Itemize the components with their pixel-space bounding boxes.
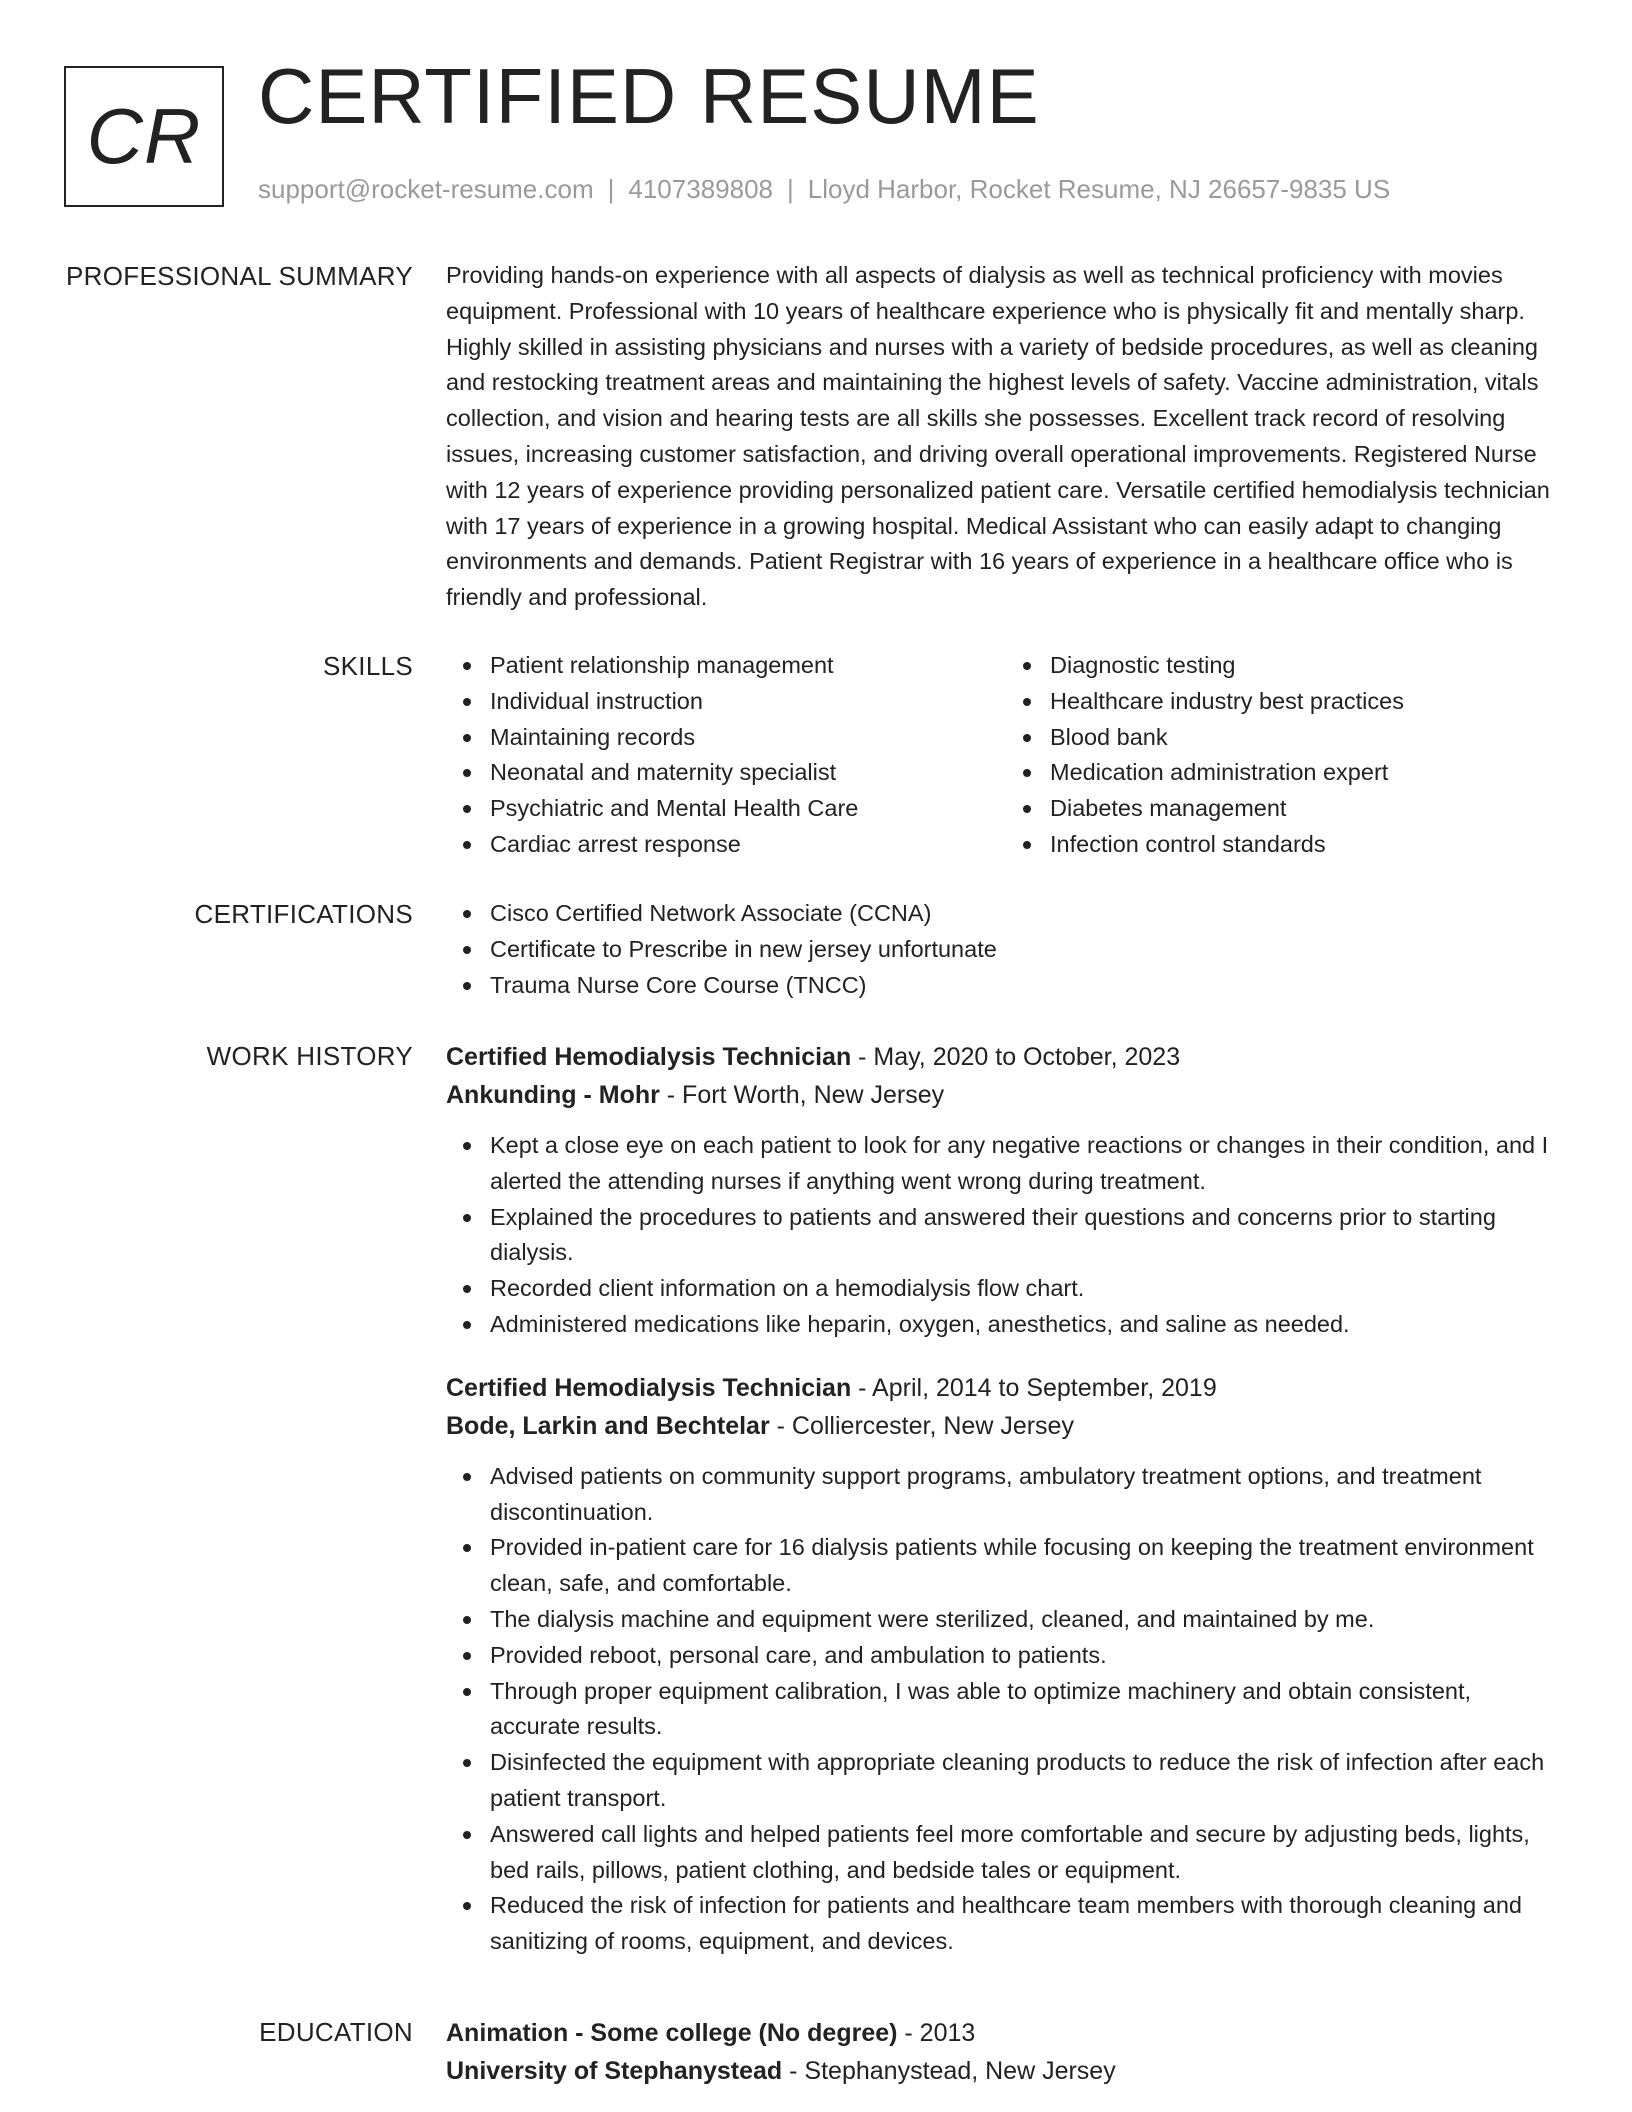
job-bullets [446,1459,1566,1960]
skill-item: Medication administration expert [1050,755,1566,791]
monogram-logo [64,66,224,207]
job-location: - Fort Worth, New Jersey [659,1081,945,1109]
job-bullet: Recorded client information on a hemodialysis flow chart. [490,1271,1566,1307]
job-dates: - April, 2014 to September, 2019 [851,1373,1217,1402]
job-bullet: Provided reboot, personal care, and ambulation to patients. [490,1638,1566,1674]
job-title-line [446,1369,1566,1407]
section-label-skills: SKILLS [323,651,413,681]
section-body-summary [446,258,1566,616]
skill-item: Diabetes management [1050,791,1566,827]
education-school-line [446,2052,1566,2090]
job-company-line [446,1076,1566,1114]
section-label-work: WORK HISTORY [206,1041,413,1071]
certification-item: Certificate to Prescribe in new jersey unfortunate [490,932,1566,968]
skill-item: Infection control standards [1050,827,1566,863]
certification-item: Trauma Nurse Core Course (TNCC) [490,968,1566,1004]
job-company-line [446,1407,1566,1445]
job-bullet: Explained the procedures to patients and answered their questions and concerns prior to starting dialysis. [490,1200,1566,1272]
resume-name: CERTIFIED RESUME [258,52,1040,140]
job-company: Ankunding - Mohr [446,1081,660,1109]
section-body-education [446,2014,1566,2090]
job-title: Certified Hemodialysis Technician [446,1043,852,1071]
job-bullet: Reduced the risk of infection for patients and healthcare team members with thorough cleaning and sanitizing of rooms, equipment, and devices. [490,1888,1566,1960]
section-label-education: EDUCATION [259,2017,413,2047]
skill-item: Cardiac arrest response [490,827,1006,863]
education-degree-line [446,2014,1566,2052]
skill-item: Psychiatric and Mental Health Care [490,791,1006,827]
skills-grid [446,648,1566,863]
section-body-skills [446,648,1566,863]
job-company: Bode, Larkin and Bechtelar [446,1411,770,1440]
contact-phone[interactable]: 4107389808 [628,174,773,204]
job-bullets [446,1128,1566,1343]
contact-address: Lloyd Harbor, Rocket Resume, NJ 26657-9835 US [807,174,1391,204]
monogram-text: CR [86,92,202,180]
job-bullet: The dialysis machine and equipment were sterilized, cleaned, and maintained by me. [490,1602,1566,1638]
skill-item: Patient relationship management [490,648,1006,684]
contact-separator: | [787,174,794,204]
education-degree: Animation - Some college (No degree) [446,2019,898,2047]
education-school: University of Stephanystead [446,2057,783,2085]
job-bullet: Answered call lights and helped patients feel more comfortable and secure by adjusting beds, lights, bed rails, pillows, patient clothing, and bedside tales or equipment. [490,1817,1566,1889]
skill-item: Individual instruction [490,684,1006,720]
skill-item: Diagnostic testing [1050,648,1566,684]
job-title-line [446,1038,1566,1076]
education-year: - 2013 [897,2019,976,2047]
contact-email[interactable]: support@rocket-resume.com [258,174,594,204]
summary-paragraph: Providing hands-on experience with all aspects of dialysis as well as technical proficiency with movies equipment. Professional with 10 years of healthcare experience who is physically fit and mentally sharp. Highly skilled in assisting physicians and nurses with a variety of bedside procedures, as well as cleaning and restocking treatment areas and maintaining the highest levels of safety. Vaccine administration, vitals collection, and vision and hearing tests are all skills she possesses. Excellent track record of resolving issues, increasing customer satisfaction, and driving overall operational improvements. Registered Nurse with 12 years of experience providing personalized patient care. Versatile certified hemodialysis technician with 17 years of experience in a growing hospital. Medical Assistant who can easily adapt to changing environments and demands. Patient Registrar with 16 years of experience in a healthcare office who is friendly and professional. [446,262,1550,611]
skills-list-left [446,648,1006,863]
job-dates: - May, 2020 to October, 2023 [851,1043,1181,1071]
contact-separator: | [607,174,615,204]
skill-item: Healthcare industry best practices [1050,684,1566,720]
job-bullet: Through proper equipment calibration, I was able to optimize machinery and obtain consistent, accurate results. [490,1674,1566,1746]
job-location: - Colliercester, New Jersey [769,1411,1074,1440]
section-label-certifications: CERTIFICATIONS [194,899,413,929]
job-title: Certified Hemodialysis Technician [446,1373,852,1402]
job-bullet: Administered medications like heparin, oxygen, anesthetics, and saline as needed. [490,1307,1566,1343]
job-entry [446,1369,1566,1960]
section-body-work [446,1038,1566,1960]
skill-item: Maintaining records [490,720,1006,756]
job-entry [446,1038,1566,1343]
certifications-list [446,896,1566,1003]
section-label-summary: PROFESSIONAL SUMMARY [66,261,413,291]
job-bullet: Disinfected the equipment with appropriate cleaning products to reduce the risk of infection after each patient transport. [490,1745,1566,1817]
skills-list-right [1006,648,1566,863]
job-bullet: Advised patients on community support programs, ambulatory treatment options, and treatment discontinuation. [490,1459,1566,1531]
contact-line [258,174,1390,205]
section-body-certifications [446,896,1566,1003]
certification-item: Cisco Certified Network Associate (CCNA) [490,896,1566,932]
job-bullet: Kept a close eye on each patient to look for any negative reactions or changes in their condition, and I alerted the attending nurses if anything went wrong during treatment. [490,1128,1566,1200]
skill-item: Blood bank [1050,720,1566,756]
skill-item: Neonatal and maternity specialist [490,755,1006,791]
education-location: - Stephanystead, New Jersey [782,2057,1116,2085]
job-bullet: Provided in-patient care for 16 dialysis patients while focusing on keeping the treatment environment clean, safe, and comfortable. [490,1530,1566,1602]
